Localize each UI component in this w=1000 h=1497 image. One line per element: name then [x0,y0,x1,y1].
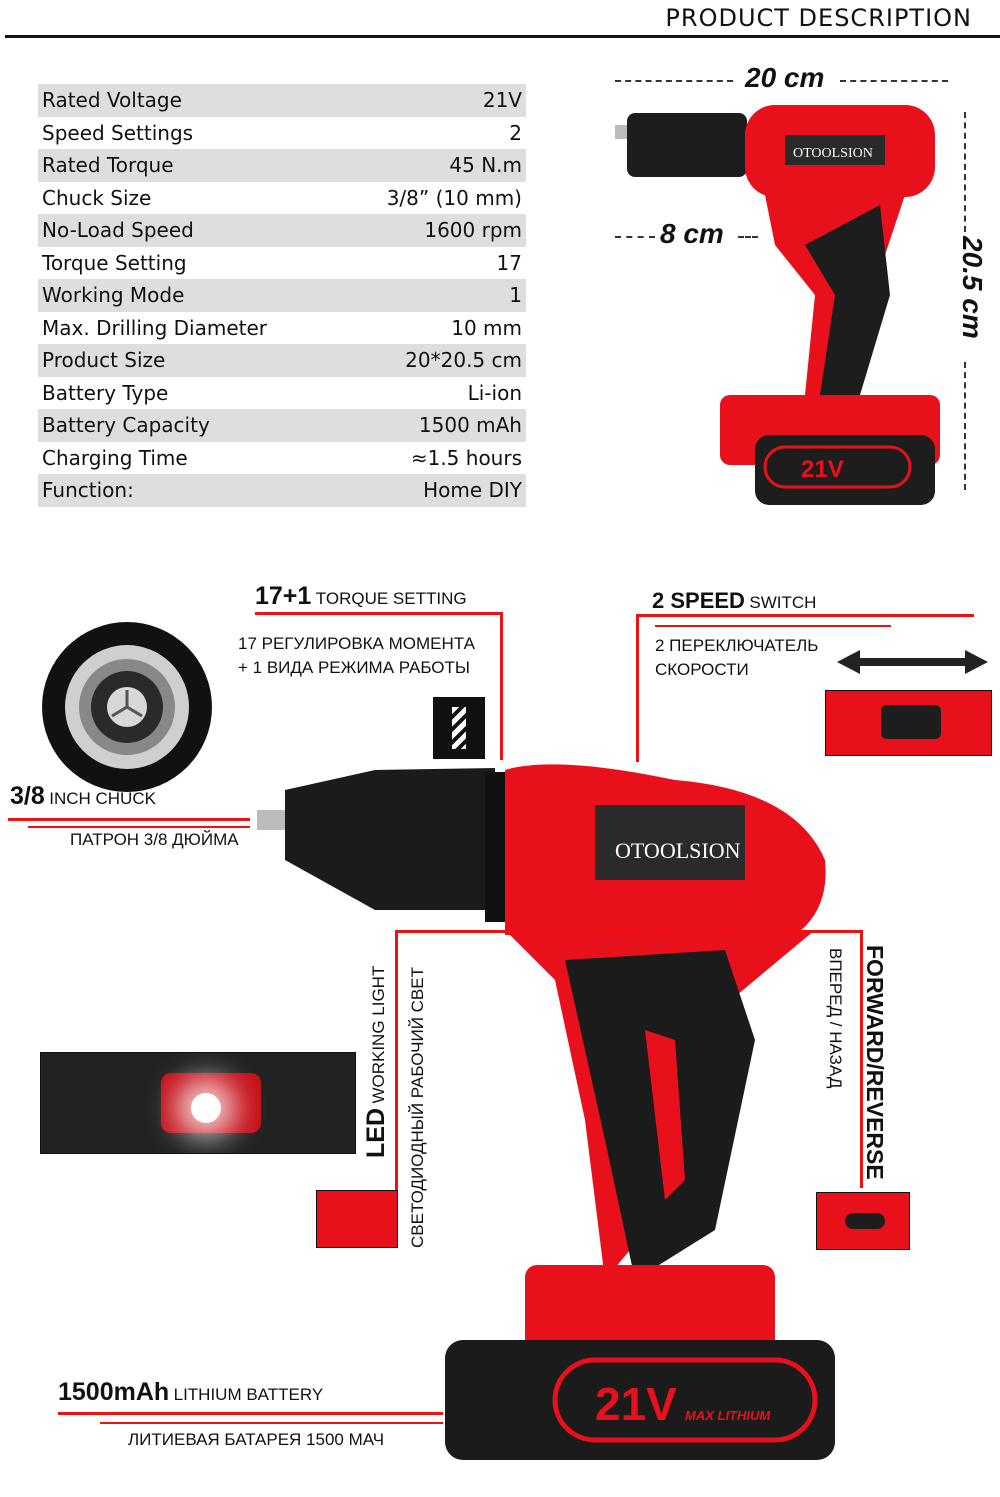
torque-underline [255,612,503,615]
spec-value: 1600 rpm [424,218,522,243]
fr-leader [610,930,862,933]
led-vertical-line [395,930,398,1192]
fr-switch-thumb [816,1192,910,1250]
spec-row [38,247,526,280]
spec-row [38,214,526,247]
chuck-underline [8,818,250,821]
torque-ru-1: 17 РЕГУЛИРОВКА МОМЕНТА [238,634,475,653]
spec-label: Rated Torque [42,153,174,178]
dimension-line-height-top [964,112,966,232]
header-divider [5,35,1000,38]
led-light-thumb [40,1052,356,1154]
spec-value: Li-ion [467,380,522,405]
spec-label: Charging Time [42,445,188,470]
spec-value: 17 [496,250,522,275]
spec-label: Battery Capacity [42,413,210,438]
spec-value: 2 [509,120,522,145]
dimension-depth: 8 cm [660,218,724,249]
drill-small-image [605,95,955,510]
fr-big: FORWARD/REVERSE [862,945,888,1180]
spec-label: Function: [42,478,134,503]
battery-ru: ЛИТИЕВАЯ БАТАРЕЯ 1500 МАЧ [128,1430,385,1449]
spec-row [38,84,526,117]
torque-leader [500,612,503,760]
speed-underline [636,614,974,617]
spec-value: Home DIY [423,478,522,503]
spec-row [38,377,526,410]
torque-small: TORQUE SETTING [315,589,467,608]
speed-ru-2: СКОРОСТИ [655,660,749,679]
spec-row [38,117,526,150]
speed-callout [652,588,816,614]
spec-label: Speed Settings [42,120,194,145]
brand-main: OTOOLSION [615,838,741,863]
torque-drill-bit-icon [433,697,485,759]
chuck-thin-line [28,826,250,828]
led-detail-thumb [316,1190,398,1248]
spec-value: 21V [482,88,522,113]
speed-ru-1: 2 ПЕРЕКЛЮЧАТЕЛЬ [655,636,819,655]
brand-small: OTOOLSION [793,146,873,161]
spec-value: 10 mm [451,315,522,340]
spec-label: Max. Drilling Diameter [42,315,268,340]
led-ru: СВЕТОДИОДНЫЙ РАБОЧИЙ СВЕТ [408,967,427,1248]
battery-underline [58,1412,443,1415]
spec-label: Chuck Size [42,185,152,210]
led-big: LED [362,1108,390,1158]
battery-badge-main: 21V [595,1378,677,1430]
torque-ru-2: + 1 ВИДА РЕЖИМА РАБОТЫ [238,658,470,677]
dimension-line-width-left [615,80,733,82]
double-arrow-icon [835,645,990,680]
battery-small: LITHIUM BATTERY [173,1385,324,1404]
torque-big: 17+1 [255,582,312,610]
spec-table [38,84,526,507]
battery-big: 1500mAh [58,1378,170,1406]
speed-switch-thumb [825,690,992,756]
spec-row [38,279,526,312]
spec-row [38,442,526,475]
battery-callout [58,1378,323,1407]
led-leader [395,930,610,933]
battery-thin-line [100,1422,443,1424]
spec-row [38,312,526,345]
page-title: PRODUCT DESCRIPTION [665,4,972,32]
chuck-small: INCH CHUCK [49,789,156,808]
chuck-ru: ПАТРОН 3/8 ДЮЙМА [70,830,239,849]
spec-label: No-Load Speed [42,218,194,243]
spec-value: 1500 mAh [418,413,522,438]
led-callout [362,966,391,1158]
spec-label: Product Size [42,348,166,373]
torque-dial-image [40,620,215,795]
chuck-big: 3/8 [10,782,45,810]
spec-label: Rated Voltage [42,88,182,113]
spec-value: 3/8” (10 mm) [386,185,522,210]
spec-row [38,149,526,182]
spec-value: 45 N.m [449,153,522,178]
speed-leader [636,614,639,762]
spec-row [38,344,526,377]
torque-callout [255,582,467,611]
battery-badge-sub: MAX LITHIUM [685,1408,771,1423]
spec-value: 20*20.5 cm [405,348,522,373]
spec-row [38,409,526,442]
fr-ru: ВПЕРЕД / НАЗАД [826,948,845,1089]
spec-value: ≈1.5 hours [410,445,522,470]
spec-label: Battery Type [42,380,169,405]
chuck-callout [10,782,156,811]
speed-thin-line [655,625,891,627]
led-small: WORKING LIGHT [369,965,388,1104]
spec-value: 1 [509,283,522,308]
dimension-width: 20 cm [745,62,825,93]
speed-big: 2 SPEED [652,588,745,613]
spec-label: Torque Setting [42,250,187,275]
dimension-line-width-right [840,80,948,82]
spec-row [38,474,526,507]
battery-badge-small: 21V [801,456,844,483]
spec-label: Working Mode [42,283,185,308]
speed-small: SWITCH [749,593,817,612]
dimension-line-height-bottom [964,362,966,490]
spec-row [38,182,526,215]
dimension-height: 20.5 cm [957,236,988,339]
